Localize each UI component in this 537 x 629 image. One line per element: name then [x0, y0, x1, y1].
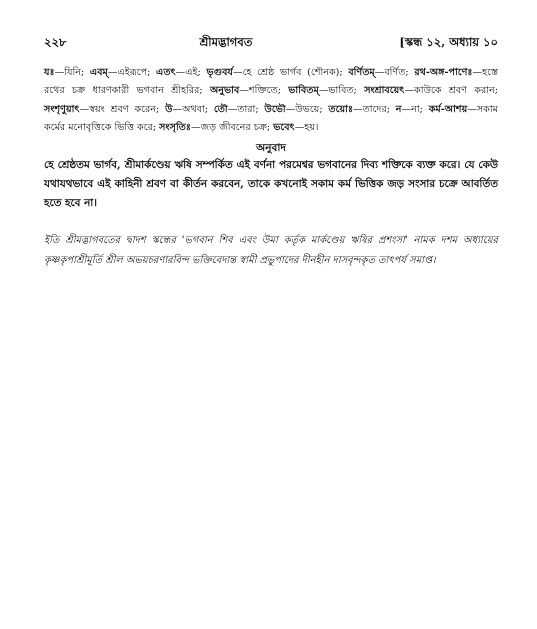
synonym-term: ন [395, 103, 402, 115]
synonym-term: অনুভাব [210, 85, 240, 97]
closing-note: ইতি শ্রীমদ্ভাগবতের দ্বাদশ স্কন্ধের 'ভগবান শিব এবং উমা কর্তৃক মার্কণ্ডেয় ঋষির প্রশংসা' নামক দশম অধ্যায়ের কৃষ্ণকৃপাশ্রীমূর্তি শ্রীল অভয়চরণারবিন্দ ভক্তিবেদান্ত স্বামী প্রভুপাদের দীনহীন দাসবৃন্দকৃত তাৎপর্য সমাপ্ত। [44, 235, 498, 266]
synonym-term: এতৎ [156, 67, 176, 78]
synonym-term: উভৌ [264, 103, 286, 115]
synonym-meaning: না; [411, 103, 423, 115]
synonym-term: ভবেৎ [273, 122, 295, 134]
synonym-meaning: জড় জীবনের চক্র; [200, 122, 271, 134]
synonym-meaning: এইরূপে; [117, 67, 151, 78]
synonym-meaning: অথবা; [182, 103, 209, 115]
synonym-term: উ [165, 103, 173, 115]
synonym-meaning: হস্তে রথের চক্র ধারণকারী ভগবান শ্রীহরির; [44, 67, 498, 97]
synonym-meaning: সকাম কর্মের মনোবৃত্তিকে ভিত্তি করে; [44, 103, 498, 134]
synonym-meaning: উভয়ে; [295, 103, 323, 115]
synonym-meaning: যিনি; [64, 67, 85, 78]
synonym-term: এবম্ [89, 67, 108, 78]
translation-heading: অনুবাদ [256, 141, 286, 154]
synonym-meaning: হয়। [304, 122, 319, 134]
synonym-term: তয়োঃ [328, 103, 353, 115]
synonym-term: ভাবিতম্ [288, 85, 319, 97]
synonym-meaning: কাউকে শ্রবণ করান; [413, 85, 498, 97]
section-reference: [স্কন্ধ ১২, অধ্যায় ১০ [399, 35, 498, 49]
synonym-term: সংসৃতিঃ [159, 122, 192, 134]
synonym-meaning: তারা; [237, 103, 259, 115]
synonym-meaning: তাদের; [362, 103, 390, 115]
synonym-meaning: হে শ্রেষ্ঠ ভার্গব (শৌনক); [242, 67, 343, 78]
synonym-term: রথ-অঙ্গ-পাণেঃ [414, 67, 473, 78]
synonym-term: সংশ্রাবয়েৎ [364, 85, 405, 97]
synonym-term: ভৃগুবর্য [206, 67, 233, 78]
synonym-meaning: স্বয়ং শ্রবণ করেন; [89, 103, 160, 115]
synonym-meaning: ভাবিত; [328, 85, 357, 97]
synonyms-paragraph: যঃ—যিনি; এবম্—এইরূপে; এতৎ—এই; ভৃগুবর্য—হে শ্রেষ্ঠ ভার্গব (শৌনক); বর্ণিতম্—বর্ণিত; রথ-অঙ্গ-পাণেঃ—হস্তে রথের চক্র ধারণকারী ভগবান শ্রীহরির; অনুভাব—শক্তিতে; ভাবিতম্—ভাবিত; সংশ্রাবয়েৎ—কাউকে শ্রবণ করান; সংশৃণুয়াৎ—স্বয়ং শ্রবণ করেন; উ—অথবা; তৌ—তারা; উভৌ—উভয়ে; তয়োঃ—তাদের; ন—না; কর্ম-আশয়—সকাম কর্মের মনোবৃত্তিকে ভিত্তি করে; সংসৃতিঃ—জড় জীবনের চক্র; ভবেৎ—হয়। [44, 67, 498, 134]
synonym-meaning: এই; [185, 67, 201, 78]
synonym-term: তৌ [213, 103, 228, 115]
page-number: ২২৮ [44, 35, 67, 49]
synonym-term: সংশৃণুয়াৎ [44, 103, 80, 115]
synonym-term: যঃ [44, 67, 55, 78]
book-page [44, 34, 498, 270]
translation-paragraph: হে শ্রেষ্ঠতম ভার্গব, শ্রীমার্কণ্ডেয় ঋষি সম্পর্কিত এই বর্ণনা পরমেশ্বর ভগবানের দিব্য শক্তিকে ব্যক্ত করে। যে কেউ যথাযথভাবে এই কাহিনী শ্রবণ বা কীর্তন করবেন, তাকে কখনোই সকাম কর্ম ভিত্তিক জড় সংসার চক্রে আবর্তিত হতে হবে না। [44, 158, 498, 210]
synonym-meaning: শক্তিতে; [248, 85, 281, 97]
synonym-term: কর্ম-আশয় [428, 103, 468, 115]
page-header [44, 34, 498, 54]
synonym-meaning: বর্ণিত; [384, 67, 409, 78]
synonym-term: বর্ণিতম্ [348, 67, 375, 78]
book-title: শ্রীমদ্ভাগবত [199, 35, 253, 49]
